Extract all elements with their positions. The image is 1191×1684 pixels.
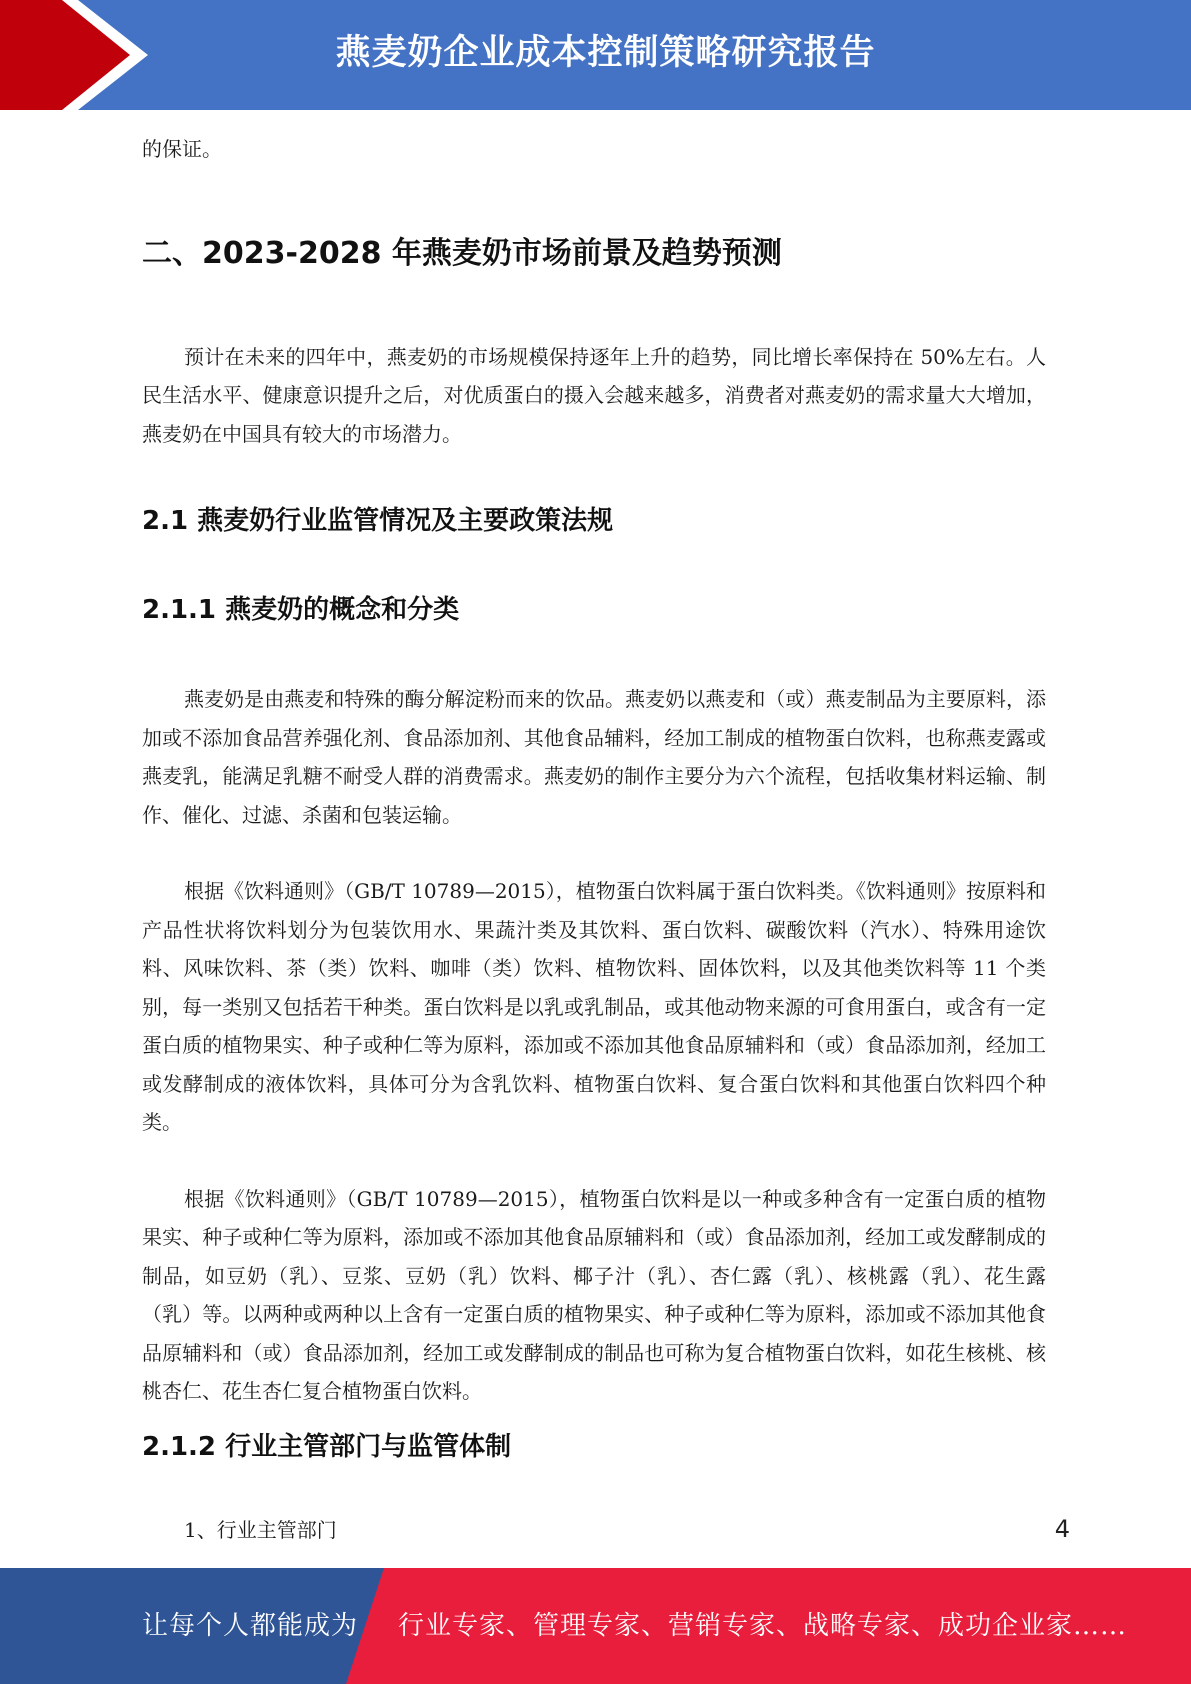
subsection-heading: 2.1 燕麦奶行业监管情况及主要政策法规 xyxy=(142,506,614,536)
paragraph-definition: 燕麦奶是由燕麦和特殊的酶分解淀粉而来的饮品。燕麦奶以燕麦和（或）燕麦制品为主要原料，添加或不添加食品营养强化剂、食品添加剂、其他食品辅料，经加工制成的植物蛋白饮料，也称燕麦露或燕麦乳，能满足乳糖不耐受人群的消费需求。燕麦奶的制作主要分为六个流程，包括收集材料运输、制作、催化、过滤、杀菌和包装运输。 xyxy=(142,687,1046,827)
list-item-authority: 1、行业主管部门 xyxy=(184,1517,337,1542)
section-paragraph: 预计在未来的四年中，燕麦奶的市场规模保持逐年上升的趋势，同比增长率保持在 50%左右。人民生活水平、健康意识提升之后，对优质蛋白的摄入会越来越多，消费者对燕麦奶的需求量大大增加，燕麦奶在中国具有较大的市场潜力。 xyxy=(142,344,1046,446)
footer-slogan-right: 行业专家、管理专家、营销专家、战略专家、成功企业家…… xyxy=(398,1611,1128,1641)
subsubsection-heading-regulation: 2.1.2 行业主管部门与监管体制 xyxy=(142,1431,512,1462)
document-body xyxy=(142,130,1046,1549)
section-heading: 二、2023-2028 年燕麦奶市场前景及趋势预测 xyxy=(142,235,782,271)
continuation-text: 的保证。 xyxy=(142,137,222,161)
paragraph-classification: 根据《饮料通则》（GB/T 10789—2015），植物蛋白饮料属于蛋白饮料类。《饮料通则》按原料和产品性状将饮料划分为包装饮用水、果蔬汁类及其饮料、蛋白饮料、碳酸饮料（汽水）、特殊用途饮料、风味饮料、茶（类）饮料、咖啡（类）饮料、植物饮料、固体饮料，以及其他类饮料等 11 个类别，每一类别又包括若干种类。蛋白饮料是以乳或乳制品，或其他动物来源的可食用蛋白，或含有一定蛋白质的植物果实、种子或种仁等为原料，添加或不添加其他食品原辅料和（或）食品添加剂，经加工或发酵制成的液体饮料，具体可分为含乳饮料、植物蛋白饮料、复合蛋白饮料和其他蛋白饮料四个种类。 xyxy=(142,879,1046,1134)
page-footer xyxy=(0,1568,1191,1684)
page-header xyxy=(0,0,1191,110)
footer-slogan-left: 让每个人都能成为 xyxy=(142,1611,359,1641)
paragraph-plant-protein: 根据《饮料通则》（GB/T 10789—2015），植物蛋白饮料是以一种或多种含有一定蛋白质的植物果实、种子或种仁等为原料，添加或不添加其他食品原辅料和（或）食品添加剂，经加工或发酵制成的制品，如豆奶（乳）、豆浆、豆奶（乳）饮料、椰子汁（乳）、杏仁露（乳）、核桃露（乳）、花生露（乳）等。以两种或两种以上含有一定蛋白质的植物果实、种子或种仁等为原料，添加或不添加其他食品原辅料和（或）食品添加剂，经加工或发酵制成的制品也可称为复合植物蛋白饮料，如花生核桃、核桃杏仁、花生杏仁复合植物蛋白饮料。 xyxy=(142,1186,1046,1403)
subsubsection-heading-concept: 2.1.1 燕麦奶的概念和分类 xyxy=(142,595,460,625)
header-title: 燕麦奶企业成本控制策略研究报告 xyxy=(335,33,876,73)
page-number: 4 xyxy=(1054,1515,1070,1543)
